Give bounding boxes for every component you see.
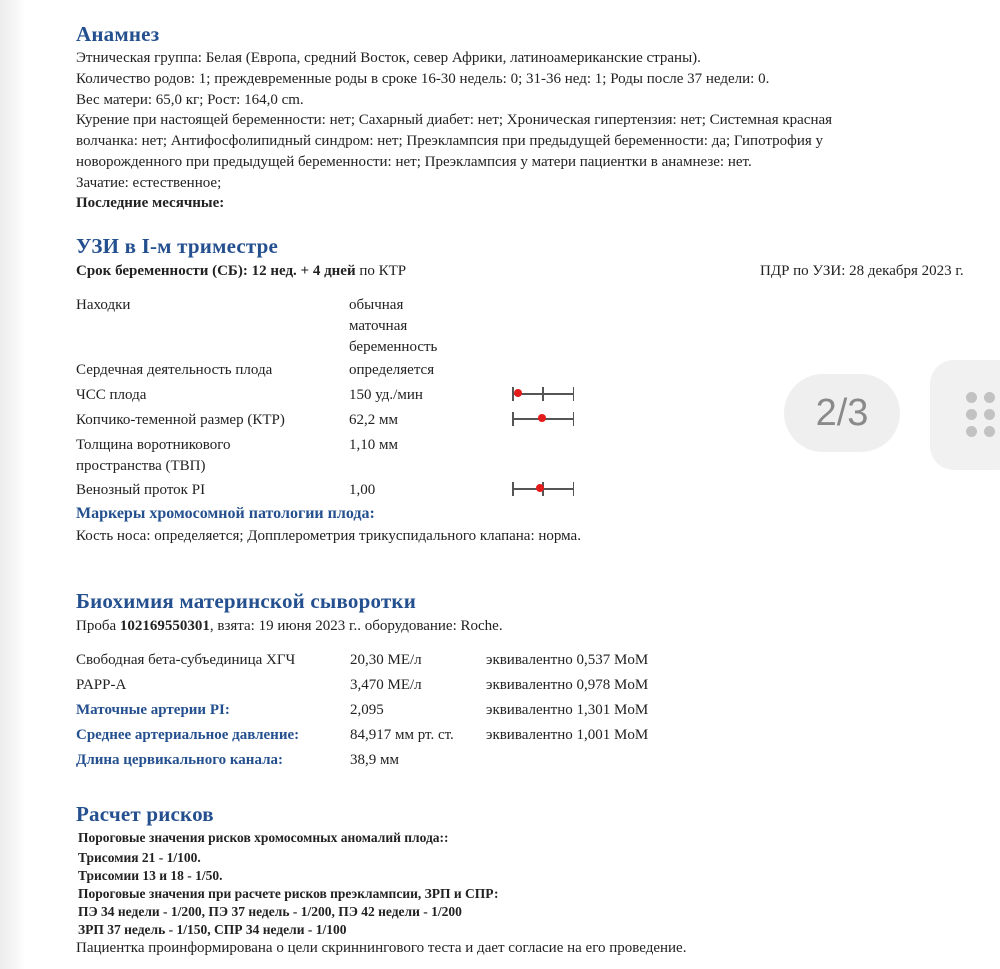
gestational-age-value: Срок беременности (СБ): 12 нед. + 4 дней: [76, 263, 356, 279]
chromosomal-markers-heading: Маркеры хромосомной патологии плода:: [76, 505, 375, 522]
risk-heading: Расчет рисков: [76, 802, 214, 826]
fetal-heart-rate-marker: [514, 389, 522, 397]
findings-label: Находки: [76, 297, 131, 313]
biochem-value: 20,30 МЕ/л: [350, 652, 422, 668]
crl-label: Копчико-теменной размер (КТР): [76, 412, 285, 428]
findings-value: обычная маточная беременность: [349, 297, 438, 355]
biochemistry-heading: Биохимия материнской сыворотки: [76, 589, 417, 613]
medical-history-line-2: волчанка: нет; Антифосфолипидный синдром: нет; Преэклампсия при предыдущей беременности: да; Гипотрофия у: [76, 133, 824, 149]
ethnic-group: Этническая группа: Белая (Европа, средний Восток, север Африки, латиноамериканские страны).: [76, 50, 701, 66]
estimated-due-date: ПДР по УЗИ: 28 декабря 2023 г.: [760, 263, 964, 279]
biochem-value: 3,470 МЕ/л: [350, 677, 422, 693]
risk-threshold-line: Пороговые значения при расчете рисков преэклампсии, ЗРП и СПР:: [78, 886, 499, 901]
biochem-mom: эквивалентно 0,537 MoM: [486, 652, 649, 668]
biochem-mom: эквивалентно 1,001 MoM: [486, 727, 649, 743]
sample-info: [76, 616, 503, 637]
gestational-age: [76, 261, 406, 282]
crl-marker: [538, 414, 546, 422]
biochem-label: Среднее артериальное давление:: [76, 727, 300, 743]
chromosomal-markers: Кость носа: определяется; Допплерометрия трикуспидального клапана: норма.: [76, 528, 581, 544]
mother-weight-height: Вес матери: 65,0 кг; Рост: 164,0 cm.: [76, 92, 304, 108]
drag-handle[interactable]: [930, 360, 1000, 470]
biochem-mom: эквивалентно 0,978 MoM: [486, 677, 649, 693]
ultrasound-heading: УЗИ в I-м триместре: [76, 234, 279, 258]
anamnesis-heading: Анамнез: [76, 22, 160, 46]
crl-value: 62,2 мм: [349, 412, 398, 428]
fetal-heart-activity-label: Сердечная деятельность плода: [76, 362, 273, 378]
ductus-venosus-range: [512, 482, 574, 496]
nt-value: 1,10 мм: [349, 437, 398, 453]
gestational-age-method: по КТР: [355, 263, 407, 279]
risk-threshold-line: Трисомия 21 - 1/100.: [78, 850, 201, 865]
risk-threshold-line: Трисомии 13 и 18 - 1/50.: [78, 868, 223, 883]
fetal-heart-activity-value: определяется: [349, 362, 435, 378]
births-count: Количество родов: 1; преждевременные роды в сроке 16-30 недель: 0; 31-36 нед: 1; Роды после 37 недели: 0.: [76, 71, 770, 87]
fetal-heart-rate-value: 150 уд./мин: [349, 387, 423, 403]
medical-history-line-3: новорожденного при предыдущей беременности: нет; Преэклампсия у матери пациентки в анамнезе: нет.: [76, 154, 752, 170]
ductus-venosus-value: 1,00: [349, 482, 376, 498]
biochem-value: 2,095: [350, 702, 384, 718]
ductus-venosus-label: Венозный проток PI: [76, 482, 206, 498]
sample-id: 102169550301: [119, 618, 210, 634]
biochem-label: PAPP-A: [76, 677, 127, 693]
biochem-mom: эквивалентно 1,301 MoM: [486, 702, 649, 718]
nt-label: Толщина воротникового пространства (ТВП): [76, 437, 231, 474]
risk-threshold-line: ПЭ 34 недели - 1/200, ПЭ 37 недель - 1/200, ПЭ 42 недели - 1/200: [78, 904, 462, 919]
biochem-value: 38,9 мм: [350, 752, 399, 768]
crl-range: [512, 412, 574, 426]
consent-statement: Пациентка проинформирована о цели скриннингового теста и дает согласие на его проведение.: [76, 940, 687, 956]
biochem-label: Длина цервикального канала:: [76, 752, 283, 768]
left-page-edge: [0, 0, 26, 969]
ductus-venosus-marker: [536, 484, 544, 492]
biochem-label: Маточные артерии PI:: [76, 702, 230, 718]
last-menstruation: Последние месячные:: [76, 195, 225, 211]
fetal-heart-rate-range: [512, 387, 574, 401]
biochem-label: Свободная бета-субъединица ХГЧ: [76, 652, 296, 668]
medical-history-line-1: Курение при настоящей беременности: нет; Сахарный диабет: нет; Хроническая гипертензия: нет; Системная красная: [76, 112, 833, 128]
sample-prefix: Проба: [76, 618, 120, 634]
risk-threshold-line: Пороговые значения рисков хромосомных аномалий плода::: [78, 830, 449, 845]
conception: Зачатие: естественное;: [76, 175, 222, 191]
sample-suffix: , взята: 19 июня 2023 г.. оборудование: Roche.: [209, 618, 503, 634]
fetal-heart-rate-label: ЧСС плода: [76, 387, 147, 403]
page-indicator: 2/3: [784, 374, 900, 452]
biochem-value: 84,917 мм рт. ст.: [350, 727, 454, 743]
risk-threshold-line: ЗРП 37 недель - 1/150, СПР 34 недели - 1/100: [78, 922, 347, 937]
